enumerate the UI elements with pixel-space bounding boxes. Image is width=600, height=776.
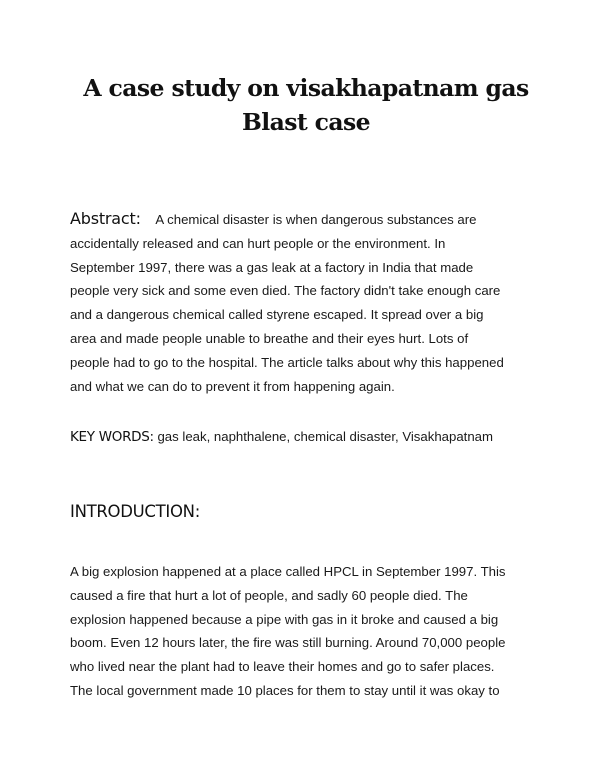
introduction-line: boom. Even 12 hours later, the fire was still burning. Around 70,000 people <box>70 635 506 651</box>
keywords-text: gas leak, naphthalene, chemical disaster, Visakhapatnam <box>157 429 493 444</box>
abstract-section <box>70 207 540 398</box>
keywords-section <box>70 426 493 448</box>
abstract-line <box>70 207 540 232</box>
abstract-line: and a dangerous chemical called styrene escaped. It spread over a big <box>70 307 484 323</box>
introduction-heading: INTRODUCTION: <box>70 502 200 521</box>
introduction-line: who lived near the plant had to leave their homes and go to safer places. <box>70 659 495 675</box>
introduction-line: explosion happened because a pipe with gas in it broke and caused a big <box>70 611 499 627</box>
keywords-label: KEY WORDS: <box>70 429 154 445</box>
introduction-section <box>70 560 540 703</box>
abstract-line: area and made people unable to breathe and their eyes hurt. Lots of <box>70 330 469 346</box>
abstract-line: September 1997, there was a gas leak at a factory in India that made <box>70 259 474 275</box>
abstract-line: accidentally released and can hurt people or the environment. In <box>70 235 446 251</box>
abstract-line: people very sick and some even died. The factory didn't take enough care <box>70 283 501 299</box>
abstract-heading: Abstract: <box>70 209 141 228</box>
abstract-line: people had to go to the hospital. The article talks about why this happened <box>70 354 504 370</box>
introduction-line: caused a fire that hurt a lot of people, and sadly 60 people died. The <box>70 587 468 603</box>
document-title-line-2: Blast case <box>241 108 370 136</box>
introduction-line: A big explosion happened at a place called HPCL in September 1997. This <box>70 564 506 579</box>
abstract-line: and what we can do to prevent it from happening again. <box>70 378 395 394</box>
document-title-line-1: A case study on visakhapatnam gas <box>83 74 529 102</box>
introduction-line: The local government made 10 places for them to stay until it was okay to <box>70 682 500 698</box>
abstract-text: A chemical disaster is when dangerous substances are <box>155 212 477 227</box>
